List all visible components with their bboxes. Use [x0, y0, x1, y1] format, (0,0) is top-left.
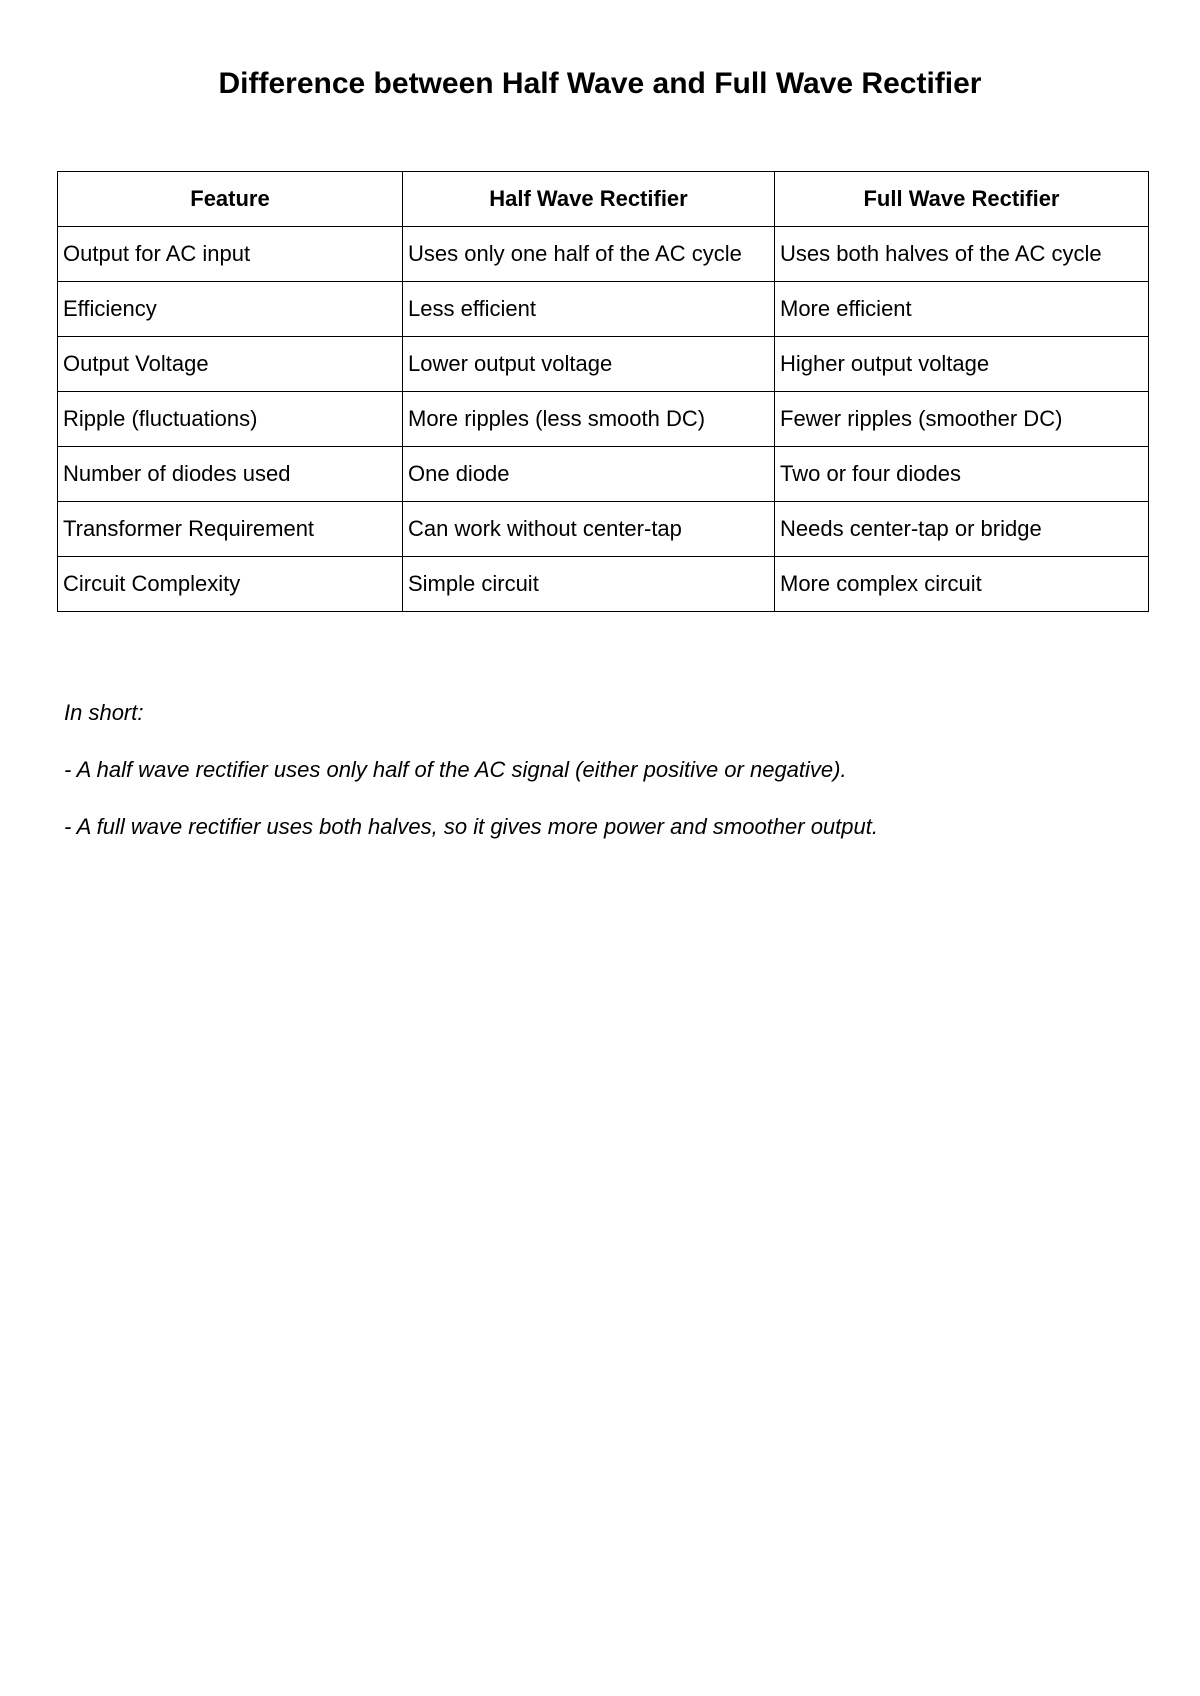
page-title: Difference between Half Wave and Full Wave Rectifier [218, 67, 982, 100]
table-row [58, 447, 1149, 502]
cell-full-wave: Fewer ripples (smoother DC) [775, 392, 1149, 447]
cell-full-wave: Two or four diodes [775, 447, 1149, 502]
cell-full-wave: More efficient [775, 282, 1149, 337]
cell-half-wave: Can work without center-tap [403, 502, 775, 557]
cell-half-wave: Lower output voltage [403, 337, 775, 392]
header-half-wave: Half Wave Rectifier [403, 172, 775, 227]
cell-feature: Circuit Complexity [58, 557, 403, 612]
cell-half-wave: Uses only one half of the AC cycle [403, 227, 775, 282]
table-row [58, 282, 1149, 337]
cell-full-wave: Higher output voltage [775, 337, 1149, 392]
cell-feature: Output for AC input [58, 227, 403, 282]
cell-feature: Number of diodes used [58, 447, 403, 502]
cell-feature: Transformer Requirement [58, 502, 403, 557]
summary-section [64, 700, 1144, 871]
cell-full-wave: Uses both halves of the AC cycle [775, 227, 1149, 282]
header-full-wave: Full Wave Rectifier [775, 172, 1149, 227]
header-feature: Feature [58, 172, 403, 227]
cell-feature: Ripple (fluctuations) [58, 392, 403, 447]
table-header-row [58, 172, 1149, 227]
summary-heading: In short: [64, 700, 144, 725]
table-row [58, 337, 1149, 392]
cell-full-wave: Needs center-tap or bridge [775, 502, 1149, 557]
table-row [58, 502, 1149, 557]
comparison-table [57, 171, 1149, 612]
cell-feature: Efficiency [58, 282, 403, 337]
cell-half-wave: More ripples (less smooth DC) [403, 392, 775, 447]
cell-half-wave: Less efficient [403, 282, 775, 337]
cell-full-wave: More complex circuit [775, 557, 1149, 612]
table-row [58, 392, 1149, 447]
summary-point: - A half wave rectifier uses only half of the AC signal (either positive or negative). [64, 757, 847, 782]
cell-half-wave: Simple circuit [403, 557, 775, 612]
table-row [58, 227, 1149, 282]
cell-half-wave: One diode [403, 447, 775, 502]
summary-point: - A full wave rectifier uses both halves, so it gives more power and smoother output. [64, 814, 878, 839]
cell-feature: Output Voltage [58, 337, 403, 392]
table-row [58, 557, 1149, 612]
